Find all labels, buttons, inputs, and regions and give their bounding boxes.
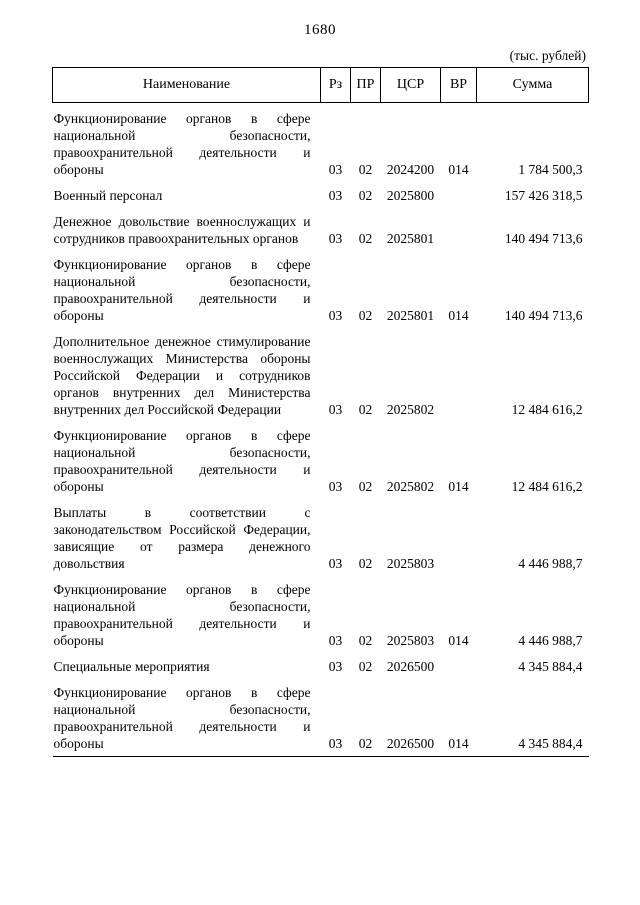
cell-summa: 140 494 713,6 — [504, 308, 583, 323]
cell-summa: 1 784 500,3 — [518, 162, 583, 177]
cell-pr: 02 — [358, 231, 373, 246]
table-header — [53, 68, 589, 103]
cell-vr — [441, 497, 477, 574]
cell-csr: 2025802 — [386, 479, 435, 494]
page-number: 1680 — [304, 22, 336, 38]
cell-pr: 02 — [358, 556, 373, 571]
table-row — [53, 420, 589, 497]
cell-rz: 03 — [328, 188, 343, 203]
col-header-rz: Рз — [321, 68, 351, 103]
cell-pr: 02 — [358, 402, 373, 417]
cell-vr — [441, 651, 477, 677]
cell-csr: 2025803 — [386, 633, 435, 648]
cell-rz: 03 — [328, 162, 343, 177]
table-body — [53, 103, 589, 757]
cell-vr — [441, 206, 477, 249]
units-label: (тыс. рублей) — [509, 48, 586, 63]
cell-summa: 12 484 616,2 — [511, 402, 583, 417]
cell-csr: 2026500 — [386, 736, 435, 751]
cell-summa: 4 446 988,7 — [518, 633, 583, 648]
cell-vr — [441, 180, 477, 206]
cell-rz: 03 — [328, 633, 343, 648]
cell-name: Функционирование органов в сфере национальной безопасности, правоохранительной деятельности и обороны — [53, 582, 311, 648]
cell-name: Функционирование органов в сфере национальной безопасности, правоохранительной деятельности и обороны — [53, 685, 311, 751]
cell-csr: 2025803 — [386, 556, 435, 571]
cell-rz: 03 — [328, 308, 343, 323]
cell-vr — [441, 326, 477, 420]
cell-csr: 2025802 — [386, 402, 435, 417]
cell-summa: 140 494 713,6 — [504, 231, 583, 246]
table-row — [53, 326, 589, 420]
table-row — [53, 651, 589, 677]
cell-name: Функционирование органов в сфере национальной безопасности, правоохранительной деятельности и обороны — [53, 257, 311, 323]
cell-vr: 014 — [448, 736, 469, 751]
cell-csr: 2026500 — [386, 659, 435, 674]
cell-summa: 4 446 988,7 — [518, 556, 583, 571]
cell-rz: 03 — [328, 402, 343, 417]
cell-vr: 014 — [448, 479, 469, 494]
cell-name: Денежное довольствие военнослужащих и сотрудников правоохранительных органов — [53, 214, 311, 246]
col-header-name: Наименование — [53, 68, 321, 103]
cell-vr: 014 — [448, 162, 469, 177]
cell-rz: 03 — [328, 659, 343, 674]
cell-vr: 014 — [448, 308, 469, 323]
budget-table — [52, 67, 589, 757]
cell-pr: 02 — [358, 479, 373, 494]
table-row — [53, 497, 589, 574]
col-header-summa: Сумма — [477, 68, 589, 103]
table-header-row — [53, 68, 589, 103]
cell-name: Дополнительное денежное стимулирование военнослужащих Министерства обороны Российской Федерации и сотрудников органов внутренних дел Министерства внутренних дел Российской Федерации — [53, 334, 311, 417]
cell-summa: 4 345 884,4 — [518, 736, 583, 751]
page-content — [52, 48, 588, 757]
cell-summa: 4 345 884,4 — [518, 659, 583, 674]
cell-name: Специальные мероприятия — [53, 659, 210, 674]
cell-rz: 03 — [328, 231, 343, 246]
cell-pr: 02 — [358, 736, 373, 751]
cell-summa: 12 484 616,2 — [511, 479, 583, 494]
cell-name: Военный персонал — [53, 188, 163, 203]
cell-pr: 02 — [358, 633, 373, 648]
table-row — [53, 677, 589, 757]
cell-pr: 02 — [358, 308, 373, 323]
cell-csr: 2025801 — [386, 308, 435, 323]
table-row — [53, 103, 589, 181]
cell-name: Выплаты в соответствии с законодательством Российской Федерации, зависящие от размера денежного довольствия — [53, 505, 311, 571]
cell-csr: 2024200 — [386, 162, 435, 177]
cell-rz: 03 — [328, 736, 343, 751]
cell-pr: 02 — [358, 659, 373, 674]
cell-summa: 157 426 318,5 — [504, 188, 583, 203]
col-header-vr: ВР — [441, 68, 477, 103]
col-header-pr: ПР — [351, 68, 381, 103]
cell-vr: 014 — [448, 633, 469, 648]
cell-csr: 2025800 — [386, 188, 435, 203]
cell-rz: 03 — [328, 556, 343, 571]
cell-csr: 2025801 — [386, 231, 435, 246]
table-row — [53, 206, 589, 249]
col-header-csr: ЦСР — [381, 68, 441, 103]
cell-name: Функционирование органов в сфере национальной безопасности, правоохранительной деятельности и обороны — [53, 111, 311, 177]
cell-pr: 02 — [358, 162, 373, 177]
cell-rz: 03 — [328, 479, 343, 494]
table-row — [53, 574, 589, 651]
table-row — [53, 249, 589, 326]
cell-pr: 02 — [358, 188, 373, 203]
cell-name: Функционирование органов в сфере национальной безопасности, правоохранительной деятельности и обороны — [53, 428, 311, 494]
table-row — [53, 180, 589, 206]
